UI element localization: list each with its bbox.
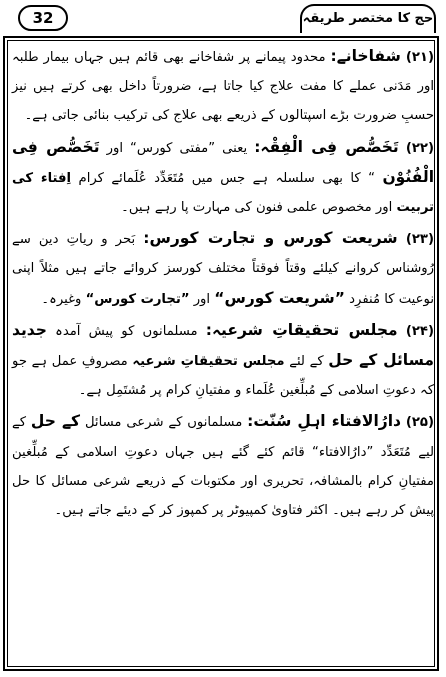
- section-number: (۲۵): [405, 415, 435, 431]
- emphasis-text: کے حل: [30, 412, 81, 431]
- section-22: [12, 133, 434, 223]
- section-heading: شفاخانے:: [330, 47, 401, 65]
- emphasis-text: ”تجارت کورس“: [85, 291, 190, 307]
- section-text: اور مخصوص علمی فنون کی مہارت پا رہے ہیں۔: [121, 200, 393, 216]
- emphasis-text: ”شریعت کورس“: [214, 288, 345, 307]
- emphasis-text: مجلس تحقیقاتِ شرعیہ: [132, 354, 285, 370]
- section-21: [12, 42, 434, 131]
- section-heading-secondary: تَخَصُّص فِی الْفُنُوْن: [12, 137, 435, 186]
- section-23: [12, 224, 434, 314]
- section-text: وغیرہ۔: [41, 291, 82, 307]
- section-text: کے لیے مُتَعَدِّد ”دارُالافتاء“ قائم کئے گئے ہیں جہاں دعوتِ اسلامی کے مُبلِّغین مفتیانِ کرام بالمشافہ، تحریری اور مکتوبات کے ذریعے شرعی مسائل کا حل پیش کر رہے ہیں۔ اکثر فتاویٰ کمپیوٹر پر کمپوز کر کے دیئے جاتے ہیں۔: [12, 415, 434, 519]
- section-text: “ کا بھی سلسلہ ہے جس میں مُتَعَدِّد عُلَمائے کرام: [71, 170, 375, 186]
- section-number: (۲۱): [405, 50, 434, 65]
- section-number: (۲۳): [405, 232, 434, 248]
- section-24: [12, 316, 434, 406]
- section-heading: شریعت کورس و تجارت کورس:: [143, 229, 398, 248]
- section-text: کے لئے: [284, 354, 324, 370]
- emphasis-text: جدید مسائل کے حل: [12, 320, 434, 370]
- section-number: (۲۲): [405, 140, 434, 156]
- section-text: مصروفِ عمل ہے جو کہ دعوتِ اسلامی کے مُبلِّغین عُلَماء و مفتیانِ کرام پر مُشتَمِل ہے۔: [12, 354, 434, 399]
- section-text: یعنی ”مفتی کورس“ اور: [99, 140, 248, 156]
- page-title: حج کا مختصر طریقہ: [300, 4, 436, 33]
- section-text: محدود پیمانے پر شفاخانے بھی قائم ہیں جہاں بیمار طلبہ اور مَدَنی عملے کا مفت علاج کیا جاتا ہے، ضرورتاً داخل بھی کرتے ہیں نیز حسبِ ضرورت بڑے اسپتالوں کے ذریعے بھی علاج کی ترکیب بنائی جاتی ہے۔: [12, 50, 434, 124]
- page-number: 32: [18, 5, 68, 31]
- section-heading: دارُالافتاء اہلِ سُنّت:: [247, 412, 401, 431]
- section-heading: تَخَصُّص فِی الْفِقْہ:: [254, 137, 399, 156]
- section-number: (۲۴): [405, 323, 434, 339]
- section-text: اور: [189, 291, 211, 307]
- emphasis-text: اِفتاء کی تربیت: [12, 170, 434, 216]
- section-heading: مجلس تحقیقاتِ شرعیہ:: [205, 320, 398, 339]
- section-text: مسلمانوں کے شرعی مسائل: [80, 415, 243, 431]
- page-body: [12, 42, 434, 667]
- section-25: [12, 407, 434, 525]
- section-text: بَحر و ریاتِ دین سے رُوشناس کروانے کیلئے وقتاً فوقتاً مختلف کورسز کروائے جاتے ہیں مثلاً اپنی نوعیت کا مُنفرِد: [12, 232, 434, 307]
- section-text: مسلمانوں کو پیش آمدہ: [46, 323, 198, 339]
